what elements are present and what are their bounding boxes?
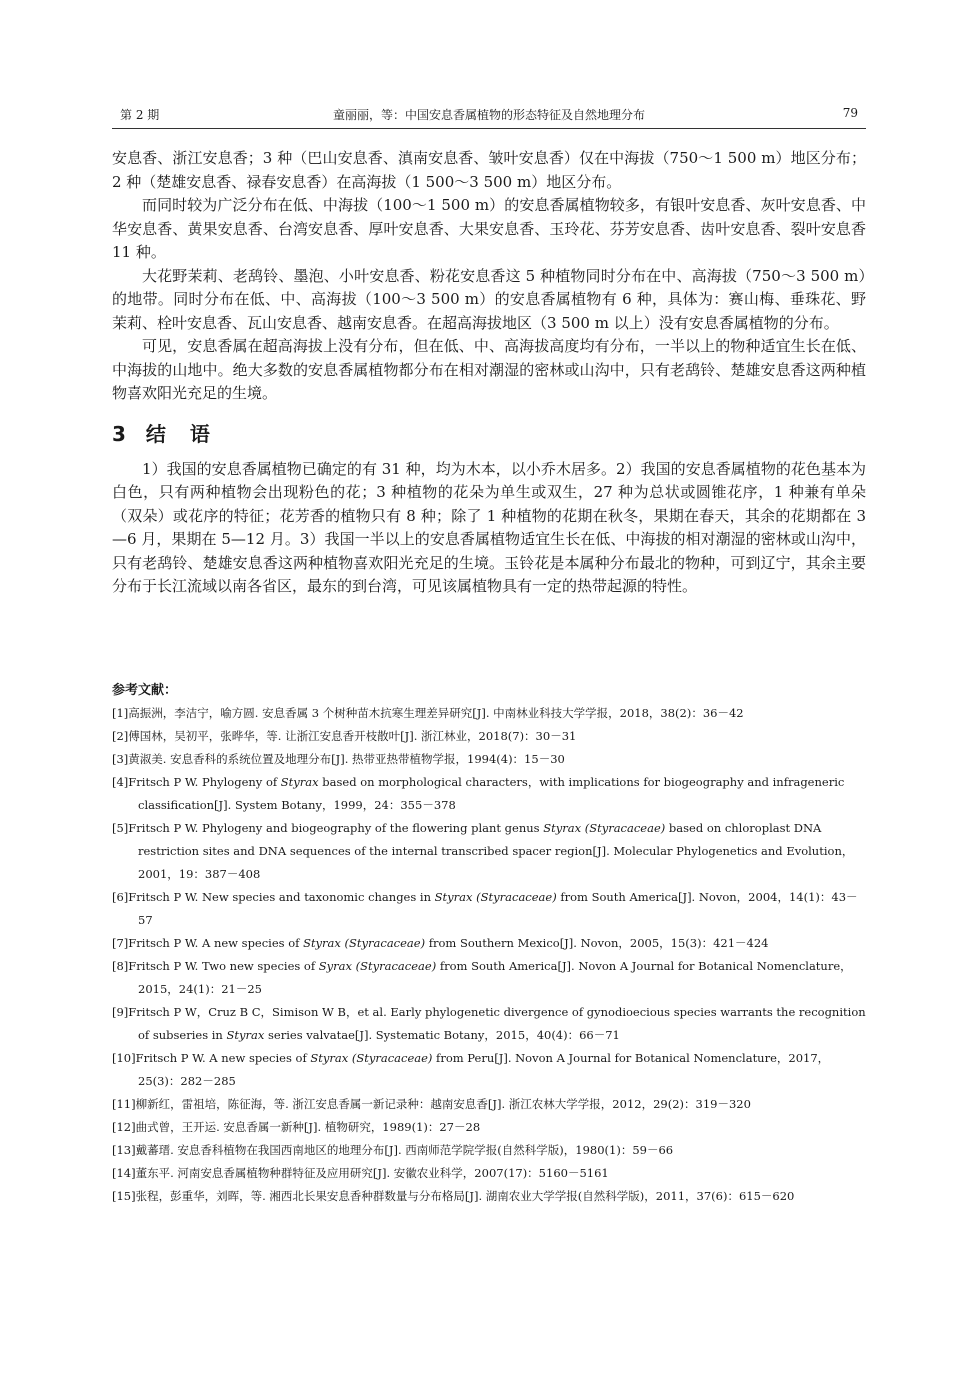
reference-number: [7] — [112, 936, 129, 950]
reference-text: 高振洲，李洁宁，喻方圆. 安息香属 3 个树种苗木抗寒生理差异研究[J]. 中南林业科技大学学报，2018，38(2)：36－42 — [128, 706, 744, 720]
reference-text: Fritsch P W. Two new species of — [128, 959, 319, 973]
reference-list — [112, 702, 866, 1208]
reference-text: Fritsch P W，Cruz B C，Simison W B，et al. Early phylogenetic divergence of gynodioecious species warrants the recognition of subseries in — [128, 1005, 866, 1042]
reference-number: [4] — [112, 775, 129, 789]
reference-number: [13] — [112, 1143, 136, 1157]
reference-item — [112, 1001, 866, 1047]
paragraph: 安息香、浙江安息香；3 种（巴山安息香、滇南安息香、皱叶安息香）仅在中海拔（750～1 500 m）地区分布；2 种（楚雄安息香、禄春安息香）在高海拔（1 500～3 500 m）地区分布。 — [112, 149, 866, 191]
reference-number: [14] — [112, 1166, 136, 1180]
reference-number: [12] — [112, 1120, 136, 1134]
running-header — [112, 104, 866, 124]
reference-item — [112, 1093, 866, 1116]
reference-text: Fritsch P W. Phylogeny and biogeography of the flowering plant genus — [128, 821, 544, 835]
reference-number: [5] — [112, 821, 129, 835]
reference-text: Fritsch P W. A new species of — [128, 936, 304, 950]
reference-text: 黄淑美. 安息香科的系统位置及地理分布[J]. 热带亚热带植物学报，1994(4)：15－30 — [128, 752, 565, 766]
body-text — [112, 147, 866, 599]
reference-text-tail: based on chloroplast DNA restriction sites and DNA sequences of the internal transcribed spacer region[J]. Molecular Phylogenetics and Evolution，2001，19：387－408 — [138, 821, 854, 881]
reference-item — [112, 932, 866, 955]
reference-text-tail: from Southern Mexico[J]. Novon，2005，15(3)：421－424 — [425, 936, 769, 950]
reference-text: 戴蕃瑨. 安息香科植物在我国西南地区的地理分布[J]. 西南师范学院学报(自然科学版)，1980(1)：59－66 — [135, 1143, 674, 1157]
reference-number: [8] — [112, 959, 129, 973]
reference-item — [112, 1139, 866, 1162]
section-title: 结 语 — [145, 421, 212, 446]
reference-text: 张程，彭重华，刘晖，等. 湘西北长果安息香种群数量与分布格局[J]. 湖南农业大学学报(自然科学版)，2011，37(6)：615－620 — [135, 1189, 795, 1203]
reference-taxon: Styrax (Styracaceae) — [310, 1051, 433, 1065]
reference-taxon: Styrax (Styracaceae) — [303, 936, 426, 950]
reference-number: [1] — [112, 706, 129, 720]
reference-text: Fritsch P W. A new species of — [135, 1051, 311, 1065]
reference-number: [3] — [112, 752, 129, 766]
references-heading: 参考文献： — [112, 683, 178, 698]
reference-text-tail: series valvatae[J]. Systematic Botany，2015，40(4)：66－71 — [264, 1028, 620, 1042]
reference-item — [112, 1116, 866, 1139]
reference-item — [112, 771, 866, 817]
reference-text: 柳新红，雷祖培，陈征海，等. 浙江安息香属一新记录种：越南安息香[J]. 浙江农林大学学报，2012，29(2)：319－320 — [135, 1097, 751, 1111]
reference-number: [9] — [112, 1005, 129, 1019]
reference-text: 董东平. 河南安息香属植物种群特征及应用研究[J]. 安徽农业科学，2007(17)：5160－5161 — [135, 1166, 609, 1180]
reference-item — [112, 1185, 866, 1208]
reference-item — [112, 748, 866, 771]
section-number: 3 — [112, 421, 128, 446]
reference-item — [112, 1047, 866, 1093]
running-title: 童丽丽，等：中国安息香属植物的形态特征及自然地理分布 — [332, 108, 645, 122]
issue-label: 第 2 期 — [120, 108, 160, 122]
header-rule — [112, 128, 866, 129]
reference-number: [2] — [112, 729, 129, 743]
reference-text-tail: based on morphological characters，with implications for biogeography and infrageneric classification[J]. System Botany，1999，24：355－378 — [138, 775, 845, 812]
page-number: 79 — [842, 106, 858, 120]
reference-taxon: Styrax (Styracaceae) — [434, 890, 557, 904]
reference-text: 傅国林，吴初平，张晔华，等. 让浙江安息香开枝散叶[J]. 浙江林业，2018(7)：30－31 — [128, 729, 577, 743]
reference-item — [112, 702, 866, 725]
section-heading — [112, 420, 866, 448]
paragraph: 而同时较为广泛分布在低、中海拔（100～1 500 m）的安息香属植物较多，有银叶安息香、灰叶安息香、中华安息香、黄果安息香、台湾安息香、厚叶安息香、大果安息香、玉玲花、芬芳安息香、齿叶安息香、裂叶安息香 11 种。 — [112, 196, 866, 261]
paragraph: 大花野茉莉、老鸹铃、墨泡、小叶安息香、粉花安息香这 5 种植物同时分布在中、高海拔（750～3 500 m）的地带。同时分布在低、中、高海拔（100～3 500 m）的安息香属植物有 6 种，具体为：赛山梅、垂珠花、野茉莉、栓叶安息香、瓦山安息香、越南安息香。在超高海拔地区（3 500 m 以上）没有安息香属植物的分布。 — [112, 266, 866, 332]
conclusion-paragraph: 1）我国的安息香属植物已确定的有 31 种，均为木本，以小乔木居多。2）我国的安息香属植物的花色基本为白色，只有两种植物会出现粉色的花；3 种植物的花朵为单生或双生，27 种为总状或圆锥花序，1 种兼有单朵（双朵）或花序的特征；花芳香的植物只有 8 种；除了 1 种植物的花期在秋冬，果期在春天，其余的花期都在 3—6 月，果期在 5—12 月。3）我国一半以上的安息香属植物适宜生长在低、中海拔的相对潮湿的密林或山沟中，只有老鸹铃、楚雄安息香这两种植物喜欢阳光充足的生境。玉铃花是本属种分布最北的物种，可到辽宁，其余主要分布于长江流域以南各省区，最东的到台湾，可见该属植物具有一定的热带起源的特性。 — [112, 459, 866, 595]
references — [112, 679, 866, 1208]
reference-item — [112, 725, 866, 748]
reference-text: 曲式曾，王开运. 安息香属一新种[J]. 植物研究，1989(1)：27－28 — [135, 1120, 481, 1134]
reference-text: Fritsch P W. New species and taxonomic changes in — [128, 890, 435, 904]
reference-text: Fritsch P W. Phylogeny of — [128, 775, 281, 789]
reference-taxon: Styrax — [226, 1028, 265, 1042]
reference-number: [11] — [112, 1097, 136, 1111]
reference-taxon: Styrax — [280, 775, 319, 789]
reference-item — [112, 1162, 866, 1185]
reference-number: [15] — [112, 1189, 136, 1203]
reference-text-tail: from South America[J]. Novon，2004，14(1)：43－57 — [138, 890, 858, 927]
reference-taxon: Syrax (Styracaceae) — [318, 959, 437, 973]
reference-text-tail: from Peru[J]. Novon A Journal for Botanical Nomenclature，2017，25(3)：282－285 — [138, 1051, 830, 1088]
reference-item — [112, 955, 866, 1001]
reference-number: [10] — [112, 1051, 136, 1065]
reference-number: [6] — [112, 890, 129, 904]
reference-item — [112, 886, 866, 932]
reference-taxon: Styrax (Styracaceae) — [543, 821, 666, 835]
reference-text-tail: from South America[J]. Novon A Journal for Botanical Nomenclature，2015，24(1)：21－25 — [138, 959, 852, 996]
reference-item — [112, 817, 866, 886]
paragraph: 可见，安息香属在超高海拔上没有分布，但在低、中、高海拔高度均有分布，一半以上的物种适宜生长在低、中海拔的山地中。绝大多数的安息香属植物都分布在相对潮湿的密林或山沟中，只有老鸹铃、楚雄安息香这两种植物喜欢阳光充足的生境。 — [112, 337, 866, 402]
